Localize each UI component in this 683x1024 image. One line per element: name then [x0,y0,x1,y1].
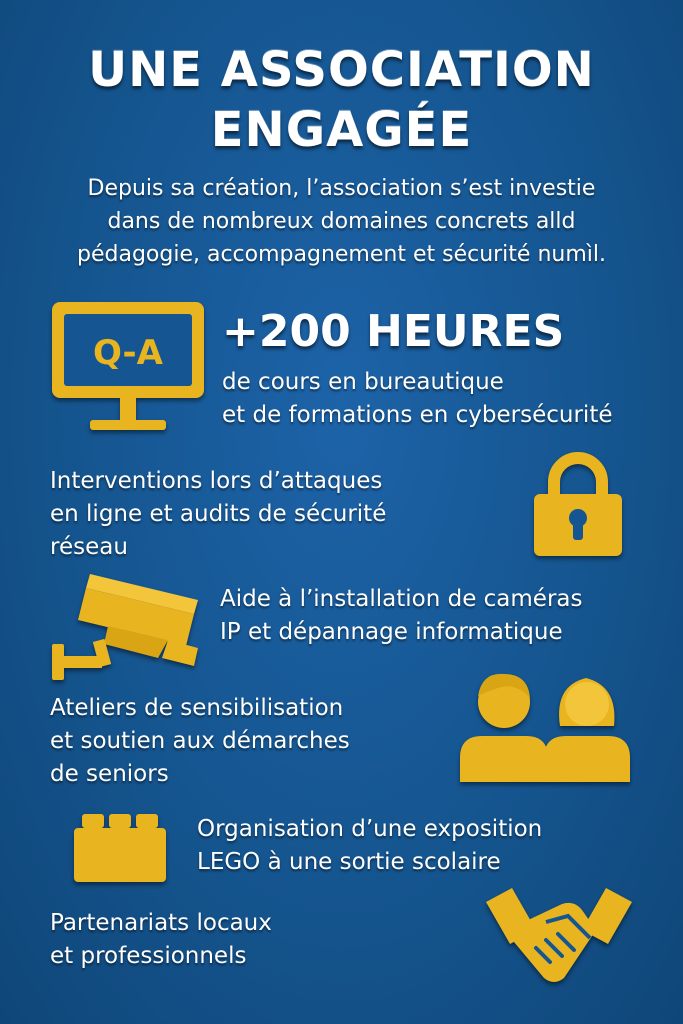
security-camera-icon [48,570,208,682]
item-2-text [50,465,386,564]
item-5-line-1: Organisation d’une exposition [197,816,543,842]
item-4-line-3: de seniors [50,761,169,787]
padlock-icon [528,450,628,560]
item-2-line-2: en ligne et audits de sécurité [50,501,387,527]
item-3-text [220,583,583,649]
title-line-1: UNE ASSOCIATION [88,42,595,98]
item-3-line-2: IP et dépannage informatique [220,619,563,645]
lego-brick-icon [72,812,168,884]
item-6-text [50,907,272,973]
intro-line-2: dans de nombreux domaines concrets alld [107,209,576,234]
intro-line-3: pédagogie, accompagnement et sécurité numìl. [77,242,606,267]
item-1-text [222,366,612,432]
item-4-text [50,692,350,791]
item-2-line-3: réseau [50,534,128,560]
page-title [0,40,683,160]
item-5-text [197,813,542,879]
item-6-line-1: Partenariats locaux [50,910,272,936]
item-4-line-1: Ateliers de sensibilisation [50,695,344,721]
monitor-qa-icon [48,298,208,438]
item-3-line-1: Aide à l’installation de caméras [220,586,583,612]
intro-paragraph [30,172,653,271]
item-1-line-2: et de formations en cybersécurité [222,402,613,428]
hours-headline: +200 HEURES [222,306,565,357]
item-2-line-1: Interventions lors d’attaques [50,468,383,494]
item-5-line-2: LEGO à une sortie scolaire [197,849,501,875]
item-6-line-2: et professionnels [50,943,247,969]
title-line-2: ENGAGÉE [210,102,473,158]
handshake-icon [484,882,634,992]
item-4-line-2: et soutien aux démarches [50,728,350,754]
monitor-screen-label: Q-A [93,333,163,373]
item-1-line-1: de cours en bureautique [222,369,504,395]
intro-line-1: Depuis sa création, l’association s’est investie [87,176,596,201]
two-people-icon [458,666,634,786]
